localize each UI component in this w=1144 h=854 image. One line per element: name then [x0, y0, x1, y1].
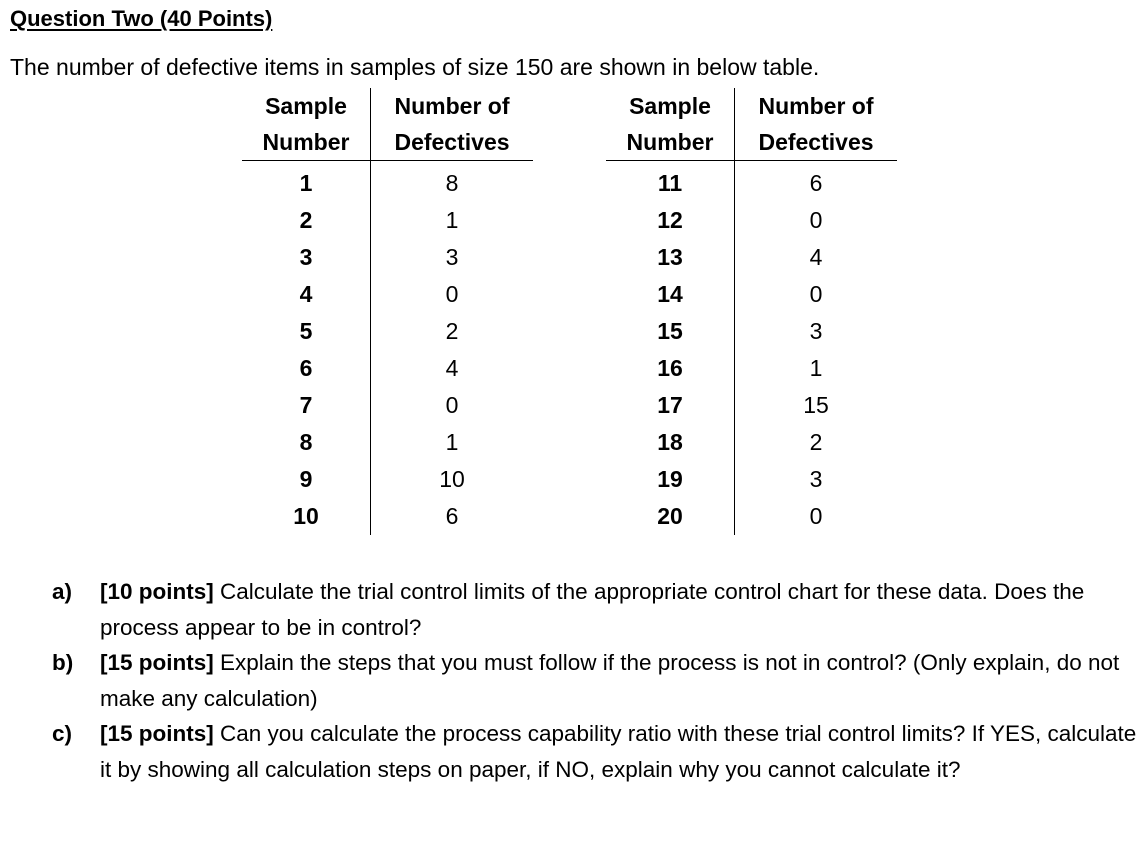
- header-line: Defectives: [758, 129, 874, 155]
- header-line: Number of: [758, 93, 874, 119]
- table-row: [606, 387, 897, 424]
- table-row: [242, 161, 533, 203]
- header-number-of-defectives: [735, 88, 898, 161]
- table-row: [242, 424, 533, 461]
- sample-number-cell: 20: [606, 498, 735, 535]
- defectives-cell: 0: [445, 281, 459, 307]
- sample-number-cell: 3: [242, 239, 371, 276]
- header-line: Number of: [394, 93, 510, 119]
- defectives-cell: 4: [809, 244, 823, 270]
- table-row: [242, 202, 533, 239]
- table-row: [606, 161, 897, 203]
- header-sample-number: [606, 88, 735, 161]
- defectives-cell: 4: [445, 355, 459, 381]
- header-line: Number: [626, 129, 714, 155]
- defectives-cell: 6: [445, 503, 459, 529]
- sample-number-cell: 5: [242, 313, 371, 350]
- question-points: [15 points]: [100, 721, 214, 746]
- table-row: [606, 498, 897, 535]
- sample-number-cell: 19: [606, 461, 735, 498]
- sample-number-cell: 18: [606, 424, 735, 461]
- defectives-cell: 1: [445, 207, 459, 233]
- question-item-a: [52, 574, 1137, 645]
- defectives-cell: 3: [809, 318, 823, 344]
- table-row: [606, 313, 897, 350]
- table-row: [242, 239, 533, 276]
- defectives-cell: 1: [809, 355, 823, 381]
- table-row: [606, 350, 897, 387]
- table-row: [242, 350, 533, 387]
- defectives-table-left: [242, 88, 533, 535]
- sample-number-cell: 7: [242, 387, 371, 424]
- sample-number-cell: 16: [606, 350, 735, 387]
- table-row: [606, 424, 897, 461]
- defectives-cell: 0: [445, 392, 459, 418]
- defectives-cell: 8: [445, 170, 459, 196]
- table-row: [606, 202, 897, 239]
- question-item-c: [52, 716, 1137, 787]
- defectives-cell: 15: [803, 392, 829, 418]
- defectives-cell: 3: [809, 466, 823, 492]
- defectives-cell: 6: [809, 170, 823, 196]
- question-label: a): [52, 579, 73, 604]
- defectives-cell: 0: [809, 207, 823, 233]
- question-label: b): [52, 650, 74, 675]
- header-line: Sample: [265, 93, 347, 119]
- question-text: Calculate the trial control limits of the appropriate control chart for these data. Does the process appear to be in control?: [100, 579, 1085, 640]
- sample-number-cell: 15: [606, 313, 735, 350]
- question-heading: Question Two (40 Points): [10, 6, 273, 31]
- header-line: Number: [262, 129, 350, 155]
- sample-number-cell: 13: [606, 239, 735, 276]
- sample-number-cell: 2: [242, 202, 371, 239]
- sample-number-cell: 10: [242, 498, 371, 535]
- table-row: [242, 276, 533, 313]
- table-row: [242, 387, 533, 424]
- header-line: Defectives: [394, 129, 510, 155]
- table-row: [242, 461, 533, 498]
- header-number-of-defectives: [371, 88, 534, 161]
- question-points: [15 points]: [100, 650, 214, 675]
- question-list: [52, 574, 1137, 787]
- sample-number-cell: 4: [242, 276, 371, 313]
- question-item-b: [52, 645, 1137, 716]
- table-row: [606, 461, 897, 498]
- table-row: [242, 313, 533, 350]
- table-row: [606, 276, 897, 313]
- table-row: [606, 239, 897, 276]
- defectives-cell: 0: [809, 281, 823, 307]
- sample-number-cell: 1: [242, 161, 371, 203]
- sample-number-cell: 17: [606, 387, 735, 424]
- defectives-cell: 0: [809, 503, 823, 529]
- defectives-cell: 2: [445, 318, 459, 344]
- defectives-cell: 2: [809, 429, 823, 455]
- intro-text: The number of defective items in samples of size 150 are shown in below table.: [10, 54, 820, 80]
- defectives-cell: 3: [445, 244, 459, 270]
- defectives-cell: 1: [445, 429, 459, 455]
- question-points: [10 points]: [100, 579, 214, 604]
- sample-number-cell: 9: [242, 461, 371, 498]
- table-row: [242, 498, 533, 535]
- sample-number-cell: 14: [606, 276, 735, 313]
- header-line: Sample: [629, 93, 711, 119]
- question-text: Can you calculate the process capability ratio with these trial control limits? If YES, calculate it by showing all calculation steps on paper, if NO, explain why you cannot calculate it?: [100, 721, 1137, 782]
- defectives-table-right: [606, 88, 897, 535]
- defectives-cell: 10: [439, 466, 465, 492]
- sample-number-cell: 8: [242, 424, 371, 461]
- sample-number-cell: 11: [606, 161, 735, 203]
- sample-number-cell: 12: [606, 202, 735, 239]
- question-text: Explain the steps that you must follow if the process is not in control? (Only explain, do not make any calculation): [100, 650, 1120, 711]
- header-sample-number: [242, 88, 371, 161]
- question-label: c): [52, 721, 73, 746]
- sample-number-cell: 6: [242, 350, 371, 387]
